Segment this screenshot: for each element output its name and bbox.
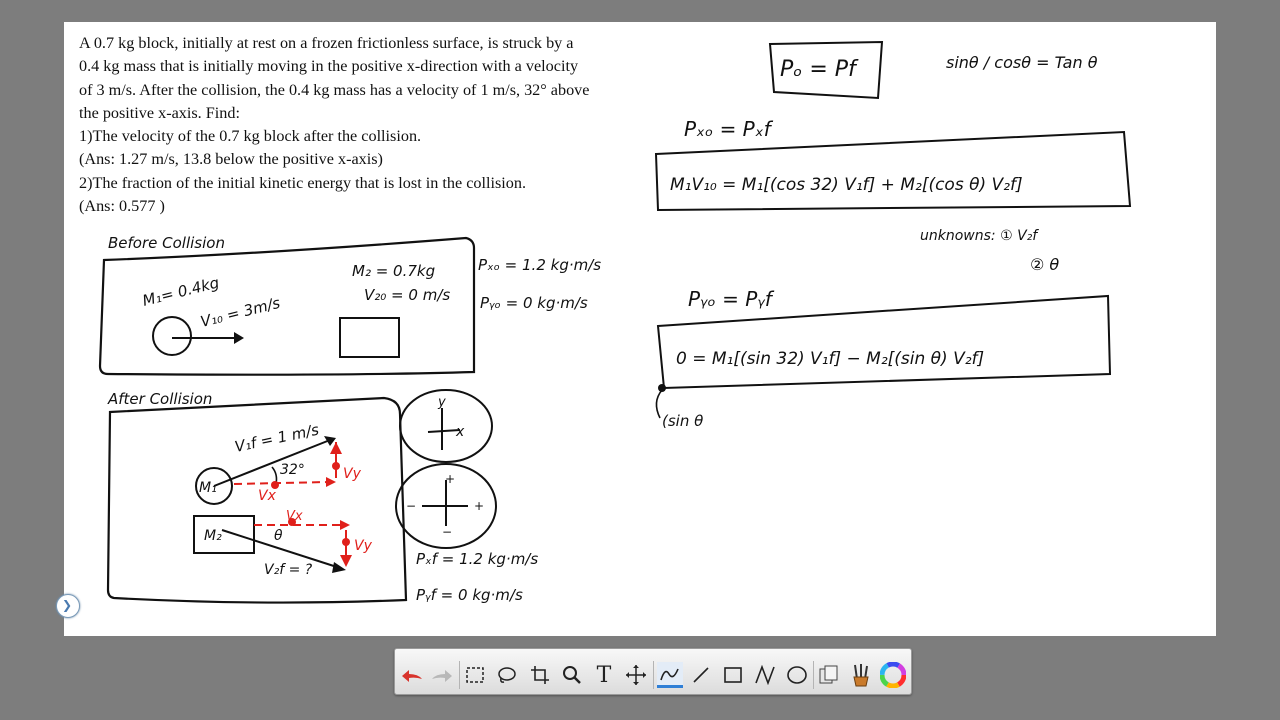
m2-mass-label: M₂ = 0.7kg	[352, 262, 436, 280]
problem-line: (Ans: 1.27 m/s, 13.8 below the positive x-axis)	[79, 150, 383, 169]
toolbar-separator	[459, 661, 460, 689]
py-conservation: Pᵧₒ = Pᵧf	[688, 287, 772, 311]
color-wheel-icon[interactable]	[880, 662, 906, 688]
mass2-after-block	[194, 516, 254, 553]
v2x-arrowhead	[340, 520, 350, 530]
sin-theta-note: (sin θ	[662, 412, 704, 430]
text-icon[interactable]: T	[596, 662, 612, 688]
v2y-dot	[342, 538, 350, 546]
v10-arrowhead	[234, 332, 244, 344]
v2f-label: V₂f = ?	[264, 562, 313, 578]
sign-plus-right: +	[474, 499, 485, 513]
ellipse-icon[interactable]	[784, 662, 810, 688]
toolbar-separator	[813, 661, 814, 689]
undo-icon[interactable]	[399, 662, 425, 688]
v10-label: V₁₀ = 3m/s	[198, 293, 282, 331]
before-collision-label: Before Collision	[108, 234, 225, 252]
after-box	[108, 398, 406, 603]
crop-icon[interactable]	[527, 662, 553, 688]
v1x-arrowhead	[326, 477, 336, 487]
theta-label: θ	[274, 528, 283, 544]
vy-label-2: Vy	[354, 538, 372, 554]
m1-mass-label: M₁= 0.4kg	[140, 273, 221, 310]
pen-icon[interactable]	[657, 662, 683, 688]
pen-holder-icon[interactable]	[848, 662, 874, 688]
mass1-circle	[153, 317, 191, 355]
copy-icon[interactable]	[816, 662, 842, 688]
move-icon[interactable]	[623, 662, 649, 688]
toolbar-separator	[653, 661, 654, 689]
pxo-label: Pₓₒ = 1.2 kg·m/s	[478, 256, 602, 274]
px-conservation: Pₓₒ = Pₓf	[684, 117, 771, 141]
pyf-label: Pᵧf = 0 kg·m/s	[416, 586, 523, 604]
pxf-label: Pₓf = 1.2 kg·m/s	[416, 550, 539, 568]
pyo-label: Pᵧₒ = 0 kg·m/s	[480, 294, 588, 312]
tan-identity: sinθ / cosθ = Tan θ	[946, 53, 1098, 72]
drawing-toolbar	[394, 648, 912, 695]
m2-after-label: M₂	[204, 528, 222, 544]
lasso-icon[interactable]	[494, 662, 520, 688]
problem-line: the positive x-axis. Find:	[79, 103, 240, 122]
sign-minus-bottom: −	[442, 525, 453, 539]
v1y-dot	[332, 462, 340, 470]
x-momentum-equation: M₁V₁₀ = M₁[(cos 32) V₁f] + M₂[(cos θ) V₂f]	[670, 175, 1023, 195]
v1x-component	[234, 482, 328, 484]
whiteboard-page[interactable]	[64, 22, 1216, 636]
vx-label-1: Vx	[258, 488, 276, 504]
problem-line: (Ans: 0.577 )	[79, 197, 165, 216]
rect-select-icon[interactable]	[462, 662, 488, 688]
problem-line: 1)The velocity of the 0.7 kg block after the collision.	[79, 127, 422, 146]
page-nav-button[interactable]	[56, 594, 80, 618]
vy-label-1: Vy	[343, 466, 361, 482]
problem-line: 0.4 kg mass that is initially moving in the positive x-direction with a velocity	[79, 57, 579, 76]
sign-minus-left: −	[406, 499, 417, 513]
axis-y-label: y	[438, 395, 446, 410]
axis-x-label: x	[456, 424, 465, 440]
angle-32-label: 32°	[280, 462, 305, 478]
polyline-icon[interactable]	[752, 662, 778, 688]
problem-line: of 3 m/s. After the collision, the 0.4 kg mass has a velocity of 1 m/s, 32° above	[79, 80, 590, 99]
v2y-arrowhead	[340, 555, 352, 567]
axes-bubble-1	[400, 390, 492, 462]
m1-after-label: M₁	[199, 480, 217, 496]
v1f-label: V₁f = 1 m/s	[233, 420, 321, 456]
v2f-arrowhead	[332, 562, 346, 573]
line-icon[interactable]	[688, 662, 714, 688]
redo-icon[interactable]	[429, 662, 455, 688]
y-momentum-equation: 0 = M₁[(sin 32) V₁f] − M₂[(sin θ) V₂f]	[676, 349, 985, 369]
zoom-icon[interactable]	[559, 662, 585, 688]
handwritten-notes	[64, 22, 1216, 636]
rectangle-icon[interactable]	[720, 662, 746, 688]
problem-line: 2)The fraction of the initial kinetic energy that is lost in the collision.	[79, 173, 526, 192]
v20-label: V₂₀ = 0 m/s	[364, 286, 451, 304]
x-equation-box	[656, 132, 1130, 210]
unknowns-label: unknowns: ① V₂f	[920, 228, 1038, 244]
mass2-block	[340, 318, 399, 357]
v1y-arrowhead	[330, 442, 342, 454]
sign-plus-top: +	[445, 472, 456, 486]
unknown-theta: ② θ	[1030, 255, 1060, 274]
problem-line: A 0.7 kg block, initially at rest on a frozen frictionless surface, is struck by a	[79, 34, 574, 52]
nav-arrow-icon: ❯	[62, 598, 73, 612]
vx-label-2: Vx	[286, 509, 303, 524]
p-conservation: Pₒ = Pf	[780, 57, 856, 82]
after-collision-label: After Collision	[108, 390, 213, 408]
